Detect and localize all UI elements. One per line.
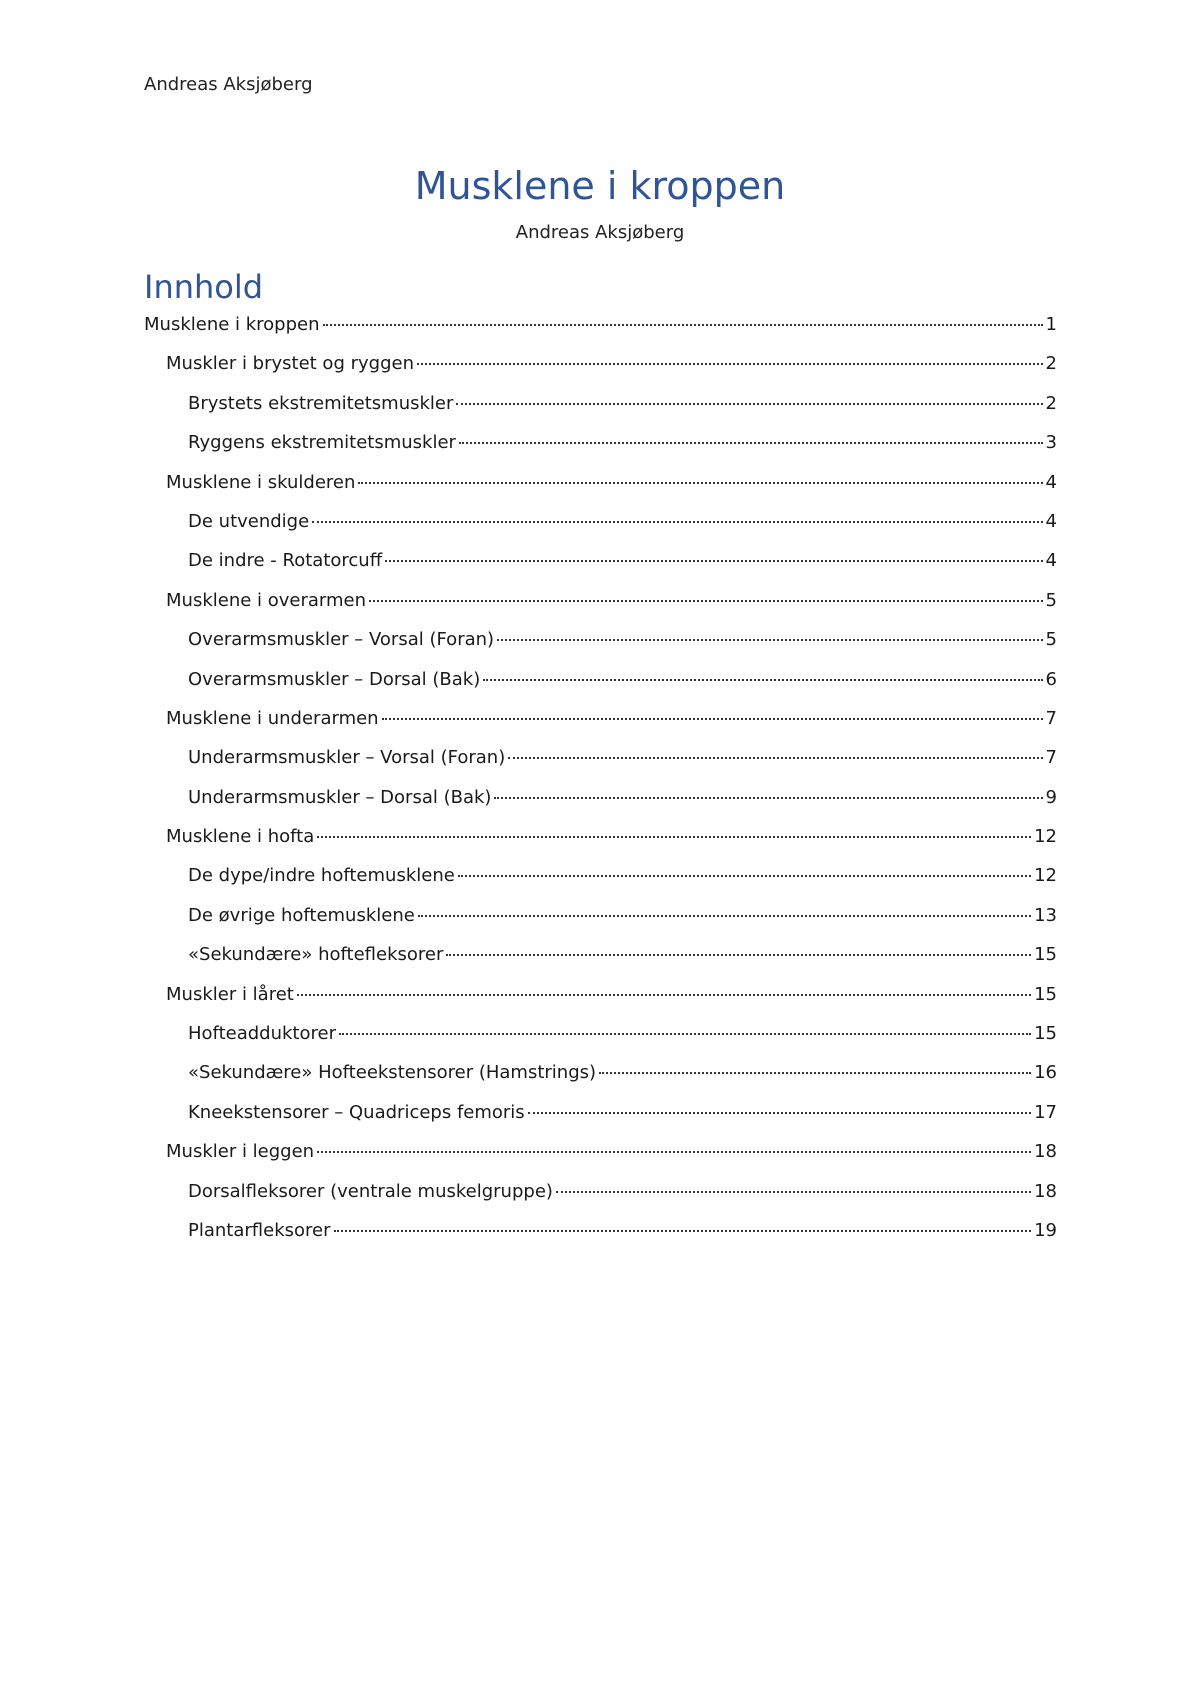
toc-entry[interactable] xyxy=(144,314,1057,353)
toc-entry-page-number[interactable]: 2 xyxy=(1045,353,1057,375)
toc-entry[interactable] xyxy=(144,905,1057,944)
toc-entry-page-number[interactable]: 18 xyxy=(1034,1141,1057,1163)
toc-entry[interactable] xyxy=(144,826,1057,865)
toc-entry-label[interactable]: De dype/indre hoftemusklene xyxy=(188,865,455,887)
toc-entry-label[interactable]: Musklene i overarmen xyxy=(166,589,367,611)
toc-entry-label[interactable]: De øvrige hoftemusklene xyxy=(188,904,415,926)
toc-entry-page-number[interactable]: 3 xyxy=(1045,432,1057,454)
toc-entry-page-number[interactable]: 2 xyxy=(1045,392,1057,414)
document-subtitle: Andreas Aksjøberg xyxy=(515,222,685,243)
toc-entry-label[interactable]: Overarmsmuskler – Dorsal (Bak) xyxy=(188,668,481,690)
toc-entry[interactable] xyxy=(144,353,1057,392)
toc-entry[interactable] xyxy=(144,511,1057,550)
toc-entry[interactable] xyxy=(144,787,1057,826)
toc-dot-leader xyxy=(358,482,1042,484)
toc-entry-label[interactable]: Musklene i kroppen xyxy=(144,314,320,335)
toc-entry-page-number[interactable]: 4 xyxy=(1045,510,1057,532)
toc-entry-label[interactable]: «Sekundære» hoftefleksorer xyxy=(188,944,444,966)
toc-entry[interactable] xyxy=(144,590,1057,629)
toc-entry-page-number[interactable]: 12 xyxy=(1034,865,1057,887)
toc-dot-leader xyxy=(339,1033,1031,1035)
toc-entry-page-number[interactable]: 7 xyxy=(1045,707,1057,729)
toc-dot-leader xyxy=(323,324,1043,326)
toc-dot-leader xyxy=(369,600,1043,602)
toc-entry-page-number[interactable]: 4 xyxy=(1045,550,1057,572)
toc-dot-leader xyxy=(508,757,1042,759)
toc-entry-page-number[interactable]: 4 xyxy=(1045,471,1057,493)
toc-entry[interactable] xyxy=(144,747,1057,786)
toc-entry-label[interactable]: Ryggens ekstremitetsmuskler xyxy=(188,432,456,454)
toc-entry[interactable] xyxy=(144,1062,1057,1101)
toc-entry[interactable] xyxy=(144,432,1057,471)
toc-entry[interactable] xyxy=(144,629,1057,668)
toc-entry[interactable] xyxy=(144,472,1057,511)
toc-entry[interactable] xyxy=(144,1023,1057,1062)
toc-entry-label[interactable]: De utvendige xyxy=(188,510,310,532)
toc-entry-label[interactable]: Hofteadduktorer xyxy=(188,1023,336,1045)
toc-dot-leader xyxy=(312,521,1042,523)
toc-entry-label[interactable]: Musklene i underarmen xyxy=(166,707,379,729)
toc-entry-label[interactable]: Underarmsmuskler – Vorsal (Foran) xyxy=(188,747,506,769)
toc-entry-page-number[interactable]: 5 xyxy=(1045,629,1057,651)
toc-entry-label[interactable]: Musklene i skulderen xyxy=(166,471,356,493)
toc-entry-label[interactable]: Musklene i hofta xyxy=(166,826,315,848)
toc-entry-page-number[interactable]: 6 xyxy=(1045,668,1057,690)
toc-dot-leader xyxy=(317,1151,1031,1153)
toc-entry[interactable] xyxy=(144,708,1057,747)
toc-dot-leader xyxy=(497,639,1042,641)
toc-entry-label[interactable]: Underarmsmuskler – Dorsal (Bak) xyxy=(188,786,492,808)
toc-dot-leader xyxy=(382,718,1043,720)
toc-dot-leader xyxy=(494,797,1042,799)
toc-dot-leader xyxy=(599,1072,1031,1074)
toc-entry-page-number[interactable]: 13 xyxy=(1034,904,1057,926)
toc-dot-leader xyxy=(459,442,1043,444)
toc-entry[interactable] xyxy=(144,944,1057,983)
toc-entry-page-number[interactable]: 15 xyxy=(1034,983,1057,1005)
toc-entry[interactable] xyxy=(144,984,1057,1023)
toc-entry-label[interactable]: Brystets ekstremitetsmuskler xyxy=(188,392,454,414)
toc-heading: Innhold xyxy=(144,268,264,306)
toc-entry[interactable] xyxy=(144,669,1057,708)
document-title: Musklene i kroppen xyxy=(414,164,786,208)
toc-dot-leader xyxy=(458,875,1031,877)
toc-entry-page-number[interactable]: 18 xyxy=(1034,1180,1057,1202)
toc-entry[interactable] xyxy=(144,1220,1057,1259)
toc-dot-leader xyxy=(297,994,1031,996)
toc-entry-page-number[interactable]: 15 xyxy=(1034,1023,1057,1045)
toc-dot-leader xyxy=(528,1112,1031,1114)
toc-entry-label[interactable]: Muskler i låret xyxy=(166,983,294,1005)
toc-dot-leader xyxy=(446,954,1031,956)
toc-entry-label[interactable]: Kneekstensorer – Quadriceps femoris xyxy=(188,1101,525,1123)
header-author: Andreas Aksjøberg xyxy=(144,74,313,95)
toc-entry[interactable] xyxy=(144,550,1057,589)
toc-entry-label[interactable]: Plantarfleksorer xyxy=(188,1219,331,1241)
toc-entry-label[interactable]: Muskler i brystet og ryggen xyxy=(166,353,414,375)
toc-entry[interactable] xyxy=(144,1141,1057,1180)
toc-entry-label[interactable]: Dorsalfleksorer (ventrale muskelgruppe) xyxy=(188,1180,553,1202)
toc-dot-leader xyxy=(417,363,1043,365)
toc-entry-label[interactable]: «Sekundære» Hofteekstensorer (Hamstrings) xyxy=(188,1062,597,1084)
toc-entry-page-number[interactable]: 1 xyxy=(1045,314,1057,335)
toc-entry-label[interactable]: Muskler i leggen xyxy=(166,1141,315,1163)
table-of-contents xyxy=(144,314,1057,1259)
toc-dot-leader xyxy=(556,1191,1031,1193)
toc-entry-page-number[interactable]: 15 xyxy=(1034,944,1057,966)
toc-entry-page-number[interactable]: 9 xyxy=(1045,786,1057,808)
toc-entry[interactable] xyxy=(144,1181,1057,1220)
toc-dot-leader xyxy=(456,403,1042,405)
toc-dot-leader xyxy=(385,560,1042,562)
toc-dot-leader xyxy=(483,679,1042,681)
toc-entry-page-number[interactable]: 12 xyxy=(1034,826,1057,848)
toc-entry-page-number[interactable]: 17 xyxy=(1034,1101,1057,1123)
toc-dot-leader xyxy=(334,1230,1032,1232)
toc-entry-label[interactable]: De indre - Rotatorcuff xyxy=(188,550,383,572)
toc-entry-page-number[interactable]: 16 xyxy=(1034,1062,1057,1084)
toc-dot-leader xyxy=(418,915,1031,917)
toc-entry-page-number[interactable]: 5 xyxy=(1045,589,1057,611)
toc-entry-label[interactable]: Overarmsmuskler – Vorsal (Foran) xyxy=(188,629,495,651)
toc-entry[interactable] xyxy=(144,865,1057,904)
toc-dot-leader xyxy=(317,836,1031,838)
toc-entry[interactable] xyxy=(144,1102,1057,1141)
toc-entry[interactable] xyxy=(144,393,1057,432)
toc-entry-page-number[interactable]: 7 xyxy=(1045,747,1057,769)
toc-entry-page-number[interactable]: 19 xyxy=(1034,1219,1057,1241)
